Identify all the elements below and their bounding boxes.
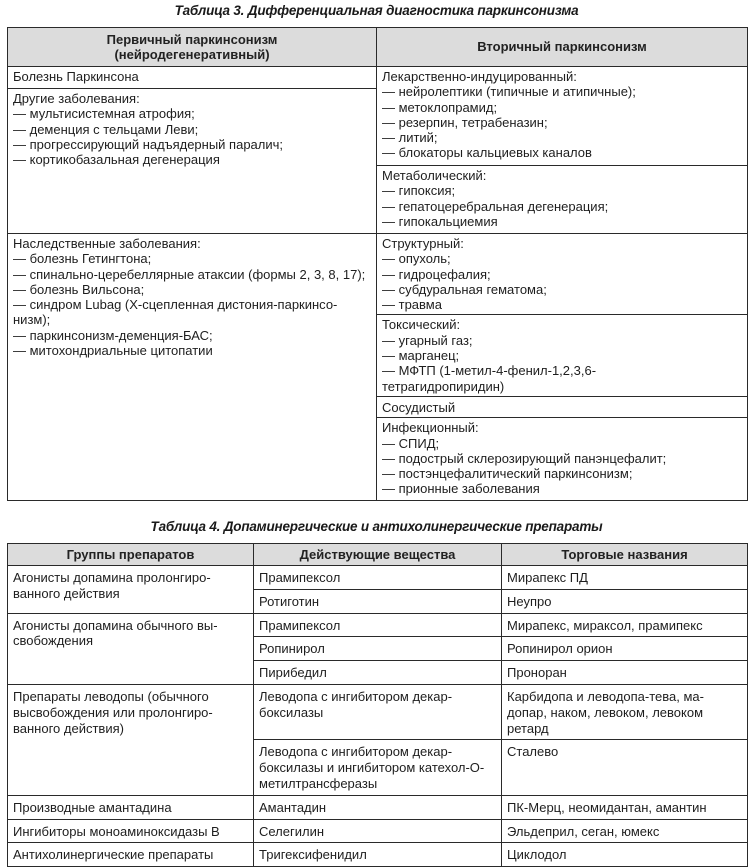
drugs-table xyxy=(7,543,748,867)
group-title: Сосудистый xyxy=(382,399,456,415)
trade-cell: Мирапекс ПД xyxy=(502,566,748,590)
group-title: Другие заболевания: xyxy=(13,91,140,106)
substance-cell: Прамипексол xyxy=(254,613,502,637)
list-item: — спинально-церебеллярные атаксии (формы 2, 3, 8, 17); xyxy=(13,266,366,282)
list-item: — субдуральная гематома; xyxy=(382,281,547,297)
primary-0-title: Болезнь Паркинсона xyxy=(13,69,139,84)
list-item: — СПИД; xyxy=(382,435,440,451)
list-item: — прогрессирующий надъядерный паралич; xyxy=(13,136,284,152)
group-cell: Препараты леводопы (обычного высвобождения или пролонгиро-ванного действия) xyxy=(8,684,254,795)
list-item: — МФТП (1-метил-4-фенил-1,2,3,6-тетрагидропиридин) xyxy=(382,363,597,394)
substance-cell: Ротиготин xyxy=(254,589,502,613)
table-row xyxy=(8,819,748,843)
list-item: — гипоксия; xyxy=(382,183,456,199)
substance-cell: Леводопа с ингибитором декар-боксилазы и ингибитором катехол-О-метилтрансферазы xyxy=(254,740,502,795)
table4-header-row xyxy=(8,544,748,566)
table-row xyxy=(8,566,748,590)
secondary-cell xyxy=(377,67,748,234)
trade-cell: Циклодол xyxy=(502,843,748,867)
trade-cell: Сталево xyxy=(502,740,748,795)
list-item: — гидроцефалия; xyxy=(382,266,491,282)
header-primary: Первичный паркинсонизм (нейродегенеративный) xyxy=(8,28,377,67)
list-item: — литий; xyxy=(382,130,438,146)
group-cell: Производные амантадина xyxy=(8,795,254,819)
list-item: — подострый склерозирующий панэнцефалит; xyxy=(382,450,667,466)
group-title: Лекарственно-индуцированный: xyxy=(382,69,577,84)
substance-cell: Пирибедил xyxy=(254,661,502,685)
table-row xyxy=(8,795,748,819)
differential-diagnosis-table xyxy=(7,27,748,501)
table-row xyxy=(8,613,748,637)
list-item: — травма xyxy=(382,297,442,313)
substance-cell: Прамипексол xyxy=(254,566,502,590)
group-title: Токсический: xyxy=(382,317,461,333)
list-item: — кортикобазальная дегенерация xyxy=(13,152,220,168)
list-item: — паркинсонизм-деменция-БАС; xyxy=(13,327,213,343)
primary-cell xyxy=(8,89,377,234)
substance-cell: Тригексифенидил xyxy=(254,843,502,867)
list-item: — марганец; xyxy=(382,348,460,364)
trade-cell: Мирапекс, мираксол, прамипекс xyxy=(502,613,748,637)
primary-cell xyxy=(8,67,377,89)
list-item: — постэнцефалитический паркинсонизм; xyxy=(382,466,633,482)
list-item: — блокаторы кальциевых каналов xyxy=(382,145,592,161)
list-item: — митохондриальные цитопатии xyxy=(13,343,213,359)
list-item: — гипокальциемия xyxy=(382,213,498,229)
list-item: — угарный газ; xyxy=(382,332,473,348)
list-item: — болезнь Вильсона; xyxy=(13,281,145,297)
list-item: — болезнь Гетингтона; xyxy=(13,251,152,267)
trade-cell: Неупро xyxy=(502,589,748,613)
trade-cell: Ропинирол орион xyxy=(502,637,748,661)
header-trade-names: Торговые названия xyxy=(502,544,748,566)
list-item: — нейролептики (типичные и атипичные); xyxy=(382,84,636,100)
list-item: — метоклопрамид; xyxy=(382,99,498,115)
table3-row xyxy=(8,234,748,501)
substance-cell: Ропинирол xyxy=(254,637,502,661)
table-row xyxy=(8,684,748,739)
table-row xyxy=(8,843,748,867)
list-item: — опухоль; xyxy=(382,251,451,267)
table4-caption: Таблица 4. Допаминергические и антихолинергические препараты xyxy=(150,519,603,534)
list-item: — синдром Lubag (X-сцепленная дистония-паркинсо-низм); xyxy=(13,297,338,328)
list-item: — гепатоцеребральная дегенерация; xyxy=(382,198,609,214)
header-groups: Группы препаратов xyxy=(8,544,254,566)
secondary-group-toxic xyxy=(377,315,747,396)
header-substances: Действующие вещества xyxy=(254,544,502,566)
trade-cell: Карбидопа и леводопа-тева, ма-допар, наком, левоком, левоком ретард xyxy=(502,684,748,739)
secondary-group-metabolic xyxy=(377,166,747,231)
trade-cell: Проноран xyxy=(502,661,748,685)
secondary-group-vascular xyxy=(377,397,747,418)
primary-cell xyxy=(8,234,377,501)
list-item: — деменция с тельцами Леви; xyxy=(13,121,199,137)
table3-row xyxy=(8,67,748,89)
list-item: — резерпин, тетрабеназин; xyxy=(382,114,548,130)
group-cell: Агонисты допамина пролонгиро-ванного действия xyxy=(8,566,254,614)
secondary-group-infectious xyxy=(377,418,747,499)
trade-cell: Эльдеприл, сеган, юмекс xyxy=(502,819,748,843)
substance-cell: Селегилин xyxy=(254,819,502,843)
table3-caption: Таблица 3. Дифференциальная диагностика паркинсонизма xyxy=(174,3,579,18)
group-title: Наследственные заболевания: xyxy=(13,236,201,251)
secondary-cell xyxy=(377,234,748,501)
group-cell: Антихолинергические препараты xyxy=(8,843,254,867)
secondary-group-drug xyxy=(377,67,747,166)
substance-cell: Леводопа с ингибитором декар-боксилазы xyxy=(254,684,502,739)
group-cell: Ингибиторы моноаминоксидазы В xyxy=(8,819,254,843)
header-secondary: Вторичный паркинсонизм xyxy=(377,28,748,67)
group-cell: Агонисты допамина обычного вы-свобождения xyxy=(8,613,254,684)
group-title: Метаболический: xyxy=(382,168,487,183)
list-item: — прионные заболевания xyxy=(382,481,540,497)
substance-cell: Амантадин xyxy=(254,795,502,819)
table3-header-row xyxy=(8,28,748,67)
list-item: — мультисистемная атрофия; xyxy=(13,106,195,122)
secondary-group-structural xyxy=(377,234,747,315)
trade-cell: ПК-Мерц, неомидантан, амантин xyxy=(502,795,748,819)
group-title: Структурный: xyxy=(382,236,464,251)
group-title: Инфекционный: xyxy=(382,420,479,436)
